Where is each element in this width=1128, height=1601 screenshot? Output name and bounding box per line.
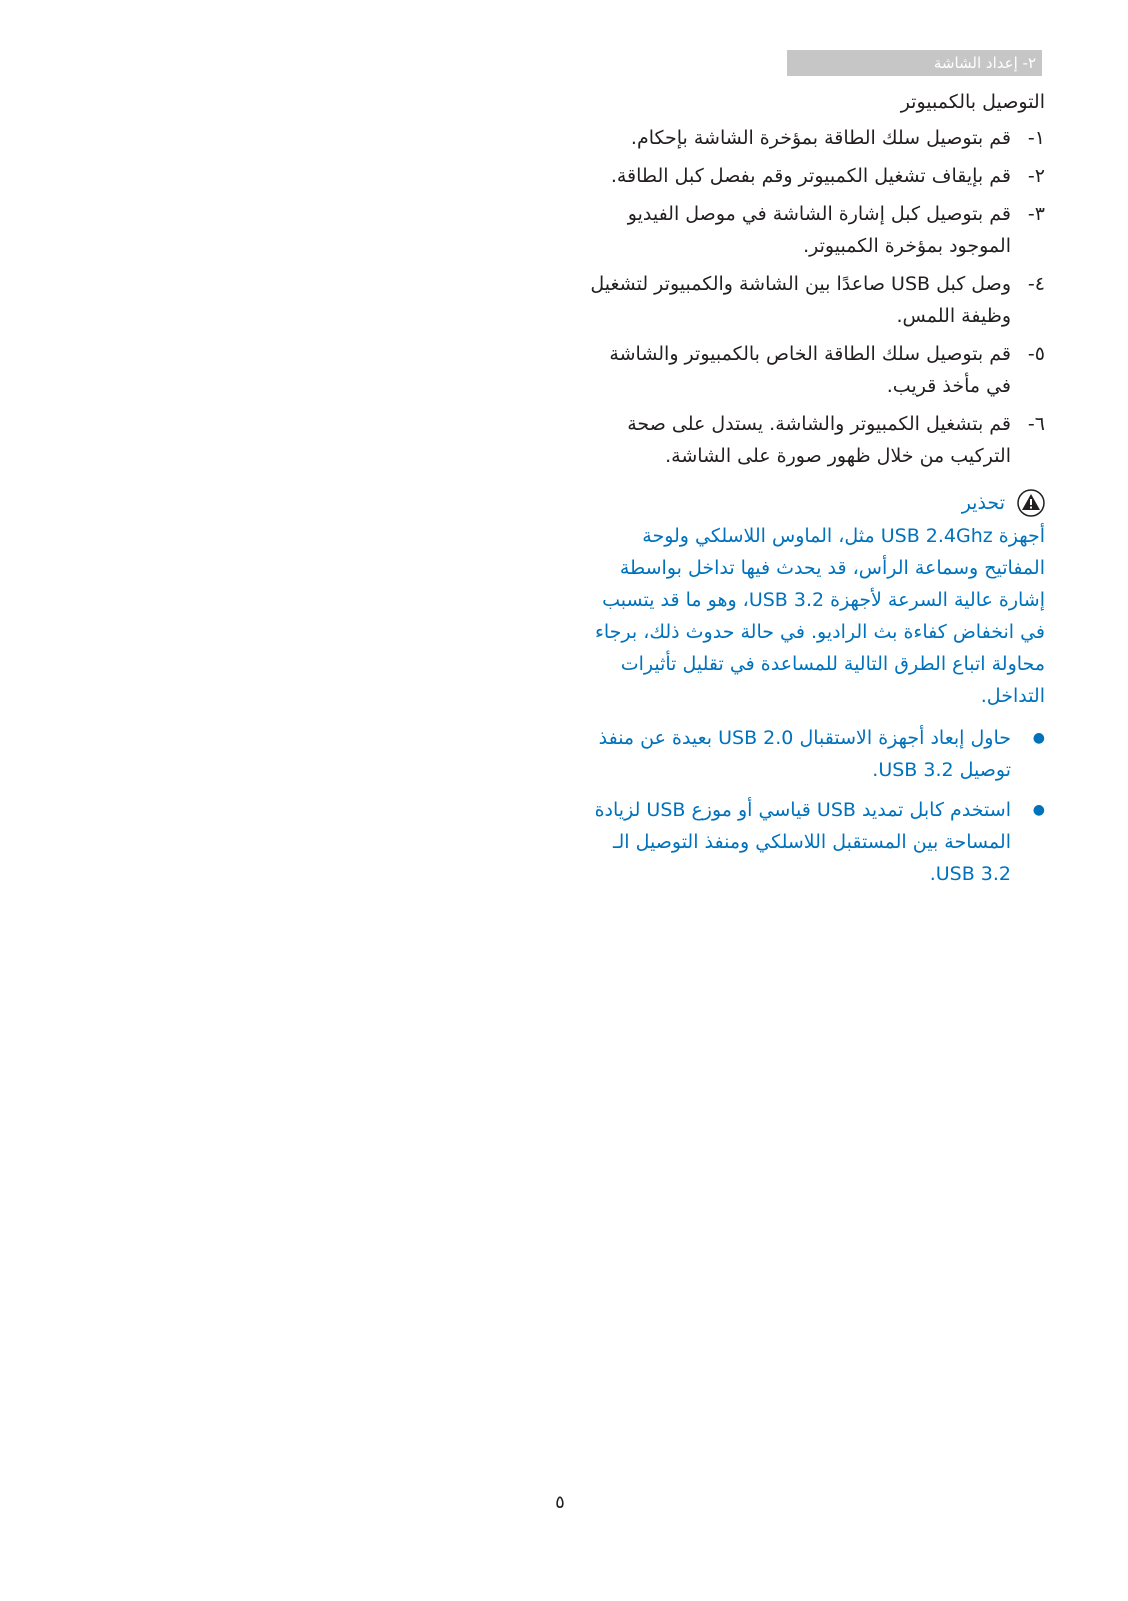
content-column (585, 86, 1045, 898)
step-item (585, 338, 1045, 402)
step-number: ٤- (1027, 273, 1045, 295)
warning-box (585, 486, 1045, 890)
section-header: ٢- إعداد الشاشة (787, 50, 1042, 76)
step-text: قم بتوصيل كبل إشارة الشاشة في موصل الفيديو الموجود بمؤخرة الكمبيوتر. (627, 203, 1011, 257)
warning-bullets (585, 722, 1045, 890)
bullet-item (585, 794, 1045, 890)
steps-list (585, 122, 1045, 472)
step-text: قم بتوصيل سلك الطاقة الخاص بالكمبيوتر والشاشة في مأخذ قريب. (609, 343, 1011, 397)
bullet-icon: ● (1032, 802, 1045, 818)
warning-icon (1017, 489, 1045, 517)
bullet-text: حاول إبعاد أجهزة الاستقبال USB 2.0 بعيدة عن منفذ توصيل USB 3.2. (598, 727, 1011, 781)
step-text: قم بتوصيل سلك الطاقة بمؤخرة الشاشة بإحكام. (630, 127, 1011, 149)
step-text: قم بتشغيل الكمبيوتر والشاشة. يستدل على صحة التركيب من خلال ظهور صورة على الشاشة. (627, 413, 1011, 467)
step-number: ٥- (1027, 343, 1045, 365)
step-number: ٢- (1027, 165, 1045, 187)
warning-label: تحذير (961, 492, 1005, 514)
warning-heading (585, 486, 1045, 520)
step-item (585, 268, 1045, 332)
step-text: وصل كبل USB صاعدًا بين الشاشة والكمبيوتر لتشغيل وظيفة اللمس. (590, 273, 1011, 327)
step-number: ٦- (1027, 413, 1045, 435)
step-number: ٣- (1027, 203, 1045, 225)
warning-text: أجهزة USB 2.4Ghz مثل، الماوس اللاسلكي ولوحة المفاتيح وسماعة الرأس، قد يحدث فيها تداخل بواسطة إشارة عالية السرعة لأجهزة USB 3.2، وهو ما قد يتسبب في انخفاض كفاءة بث الراديو. في حالة حدوث ذلك، برجاء محاولة اتباع الطرق التالية للمساعدة في تقليل تأثيرات التداخل. (594, 525, 1045, 707)
bullet-icon: ● (1032, 730, 1045, 746)
bullet-text: استخدم كابل تمديد USB قياسي أو موزع USB لزيادة المساحة بين المستقبل اللاسلكي ومنفذ التوصيل الـ USB 3.2. (594, 799, 1011, 885)
step-number: ١- (1027, 127, 1045, 149)
step-item (585, 408, 1045, 472)
step-item (585, 160, 1045, 192)
bullet-item (585, 722, 1045, 786)
step-item (585, 122, 1045, 154)
step-item (585, 198, 1045, 262)
section-title: التوصيل بالكمبيوتر (900, 91, 1045, 113)
page-number: ٥ (555, 1492, 565, 1513)
step-text: قم بإيقاف تشغيل الكمبيوتر وقم بفصل كبل الطاقة. (610, 165, 1011, 187)
